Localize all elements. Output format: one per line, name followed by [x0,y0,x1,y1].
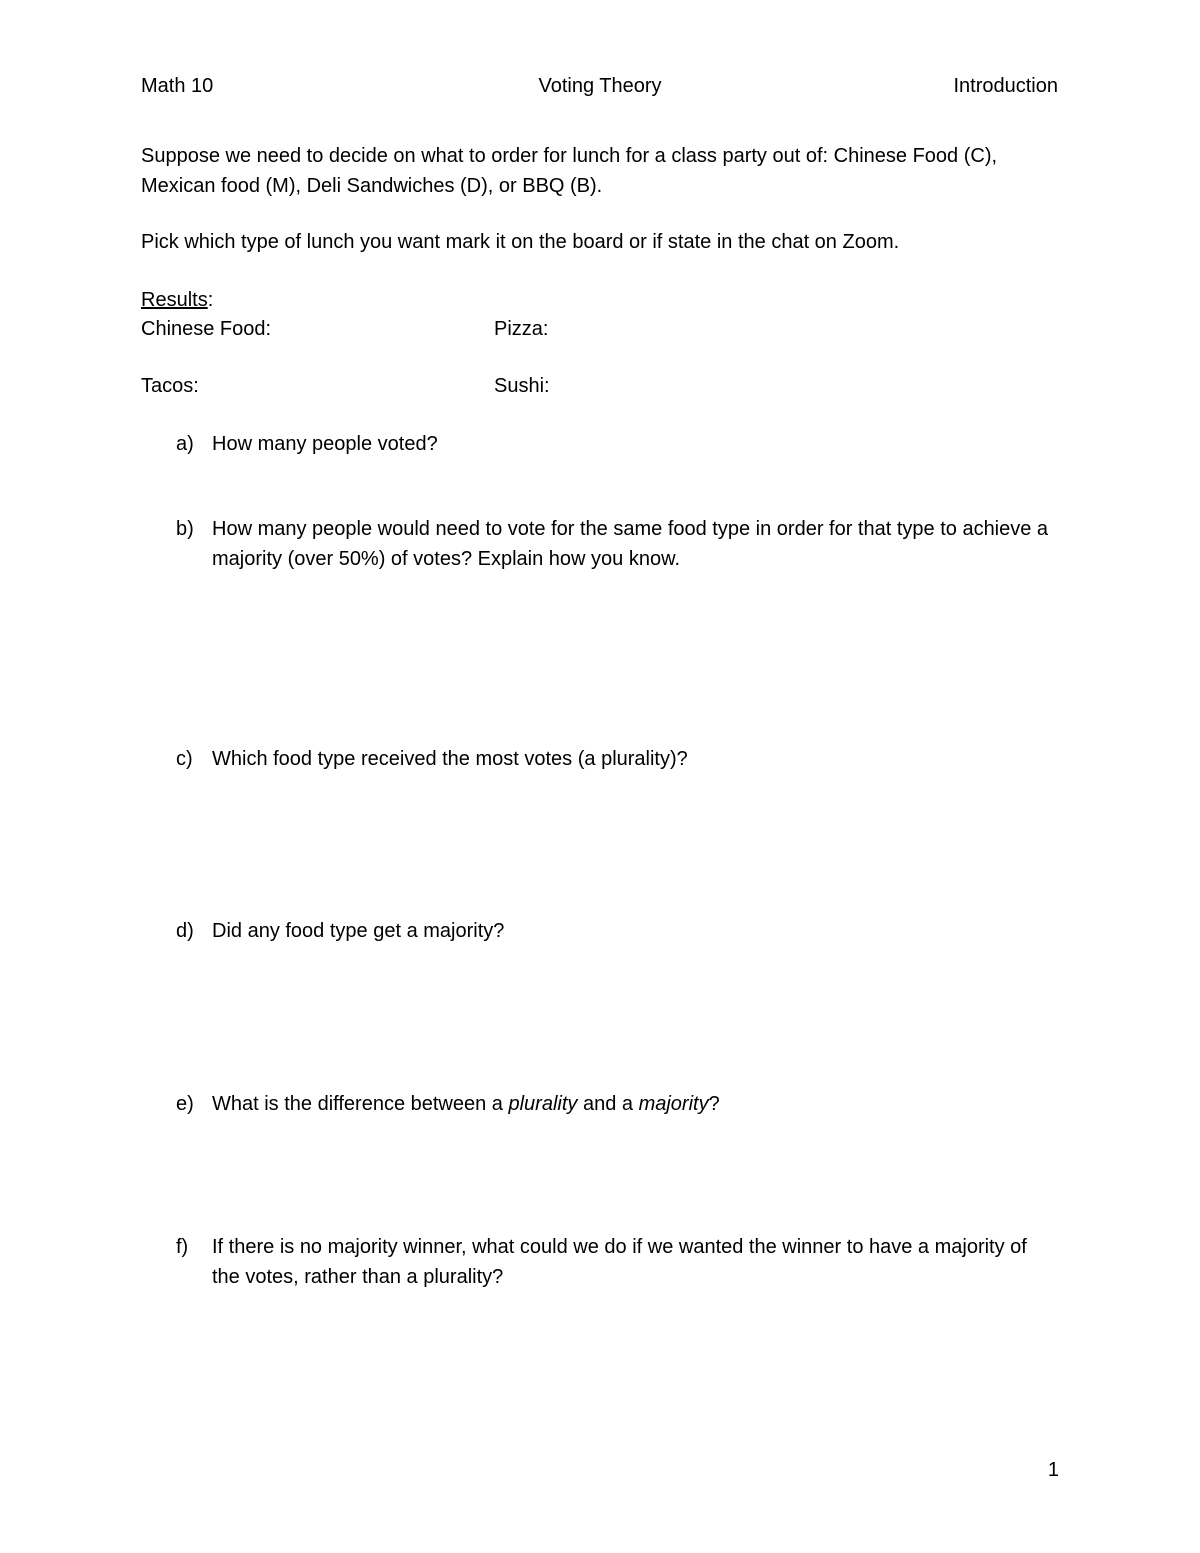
result-tacos: Tacos: [141,375,199,397]
page-number: 1 [1047,1459,1059,1481]
header-title: Voting Theory [538,75,662,97]
header-course: Math 10 [141,75,214,97]
question-text-part: ? [708,1093,720,1115]
results-heading-colon: : [207,289,214,311]
question-letter: b) [176,518,194,540]
results-heading-text: Results [141,289,208,311]
results-heading [141,285,213,315]
question-a [176,429,1056,459]
term-majority: majority [638,1093,709,1115]
question-d [176,916,1056,946]
question-e [176,1089,1056,1119]
question-text: Did any food type get a majority? [212,920,505,942]
question-text: How many people voted? [212,433,438,455]
result-chinese-food: Chinese Food: [141,318,272,340]
intro-paragraph: Suppose we need to decide on what to order for lunch for a class party out of: Chinese Food (C), Mexican food (M), Deli Sandwiches (D), or BBQ (B). [141,145,998,197]
question-b [176,514,1056,574]
result-pizza: Pizza: [494,318,549,340]
question-text-part: What is the difference between a [212,1093,509,1115]
question-text [212,1089,1056,1119]
question-letter: a) [176,433,194,455]
question-text: If there is no majority winner, what could we do if we wanted the winner to have a majority of the votes, rather than a plurality? [212,1236,1027,1288]
result-sushi: Sushi: [494,375,550,397]
header-section: Introduction [953,75,1058,97]
instruction-paragraph: Pick which type of lunch you want mark it on the board or if state in the chat on Zoom. [141,231,900,253]
term-plurality: plurality [508,1093,578,1115]
question-letter: c) [176,748,193,770]
question-text: How many people would need to vote for the same food type in order for that type to achieve a majority (over 50%) of votes? Explain how you know. [212,518,1049,570]
question-c [176,744,1056,774]
question-text: Which food type received the most votes (a plurality)? [212,748,688,770]
question-f [176,1232,1056,1292]
question-letter: d) [176,920,194,942]
question-text-part: and a [577,1093,639,1115]
question-letter: e) [176,1093,194,1115]
question-letter: f) [176,1236,189,1258]
